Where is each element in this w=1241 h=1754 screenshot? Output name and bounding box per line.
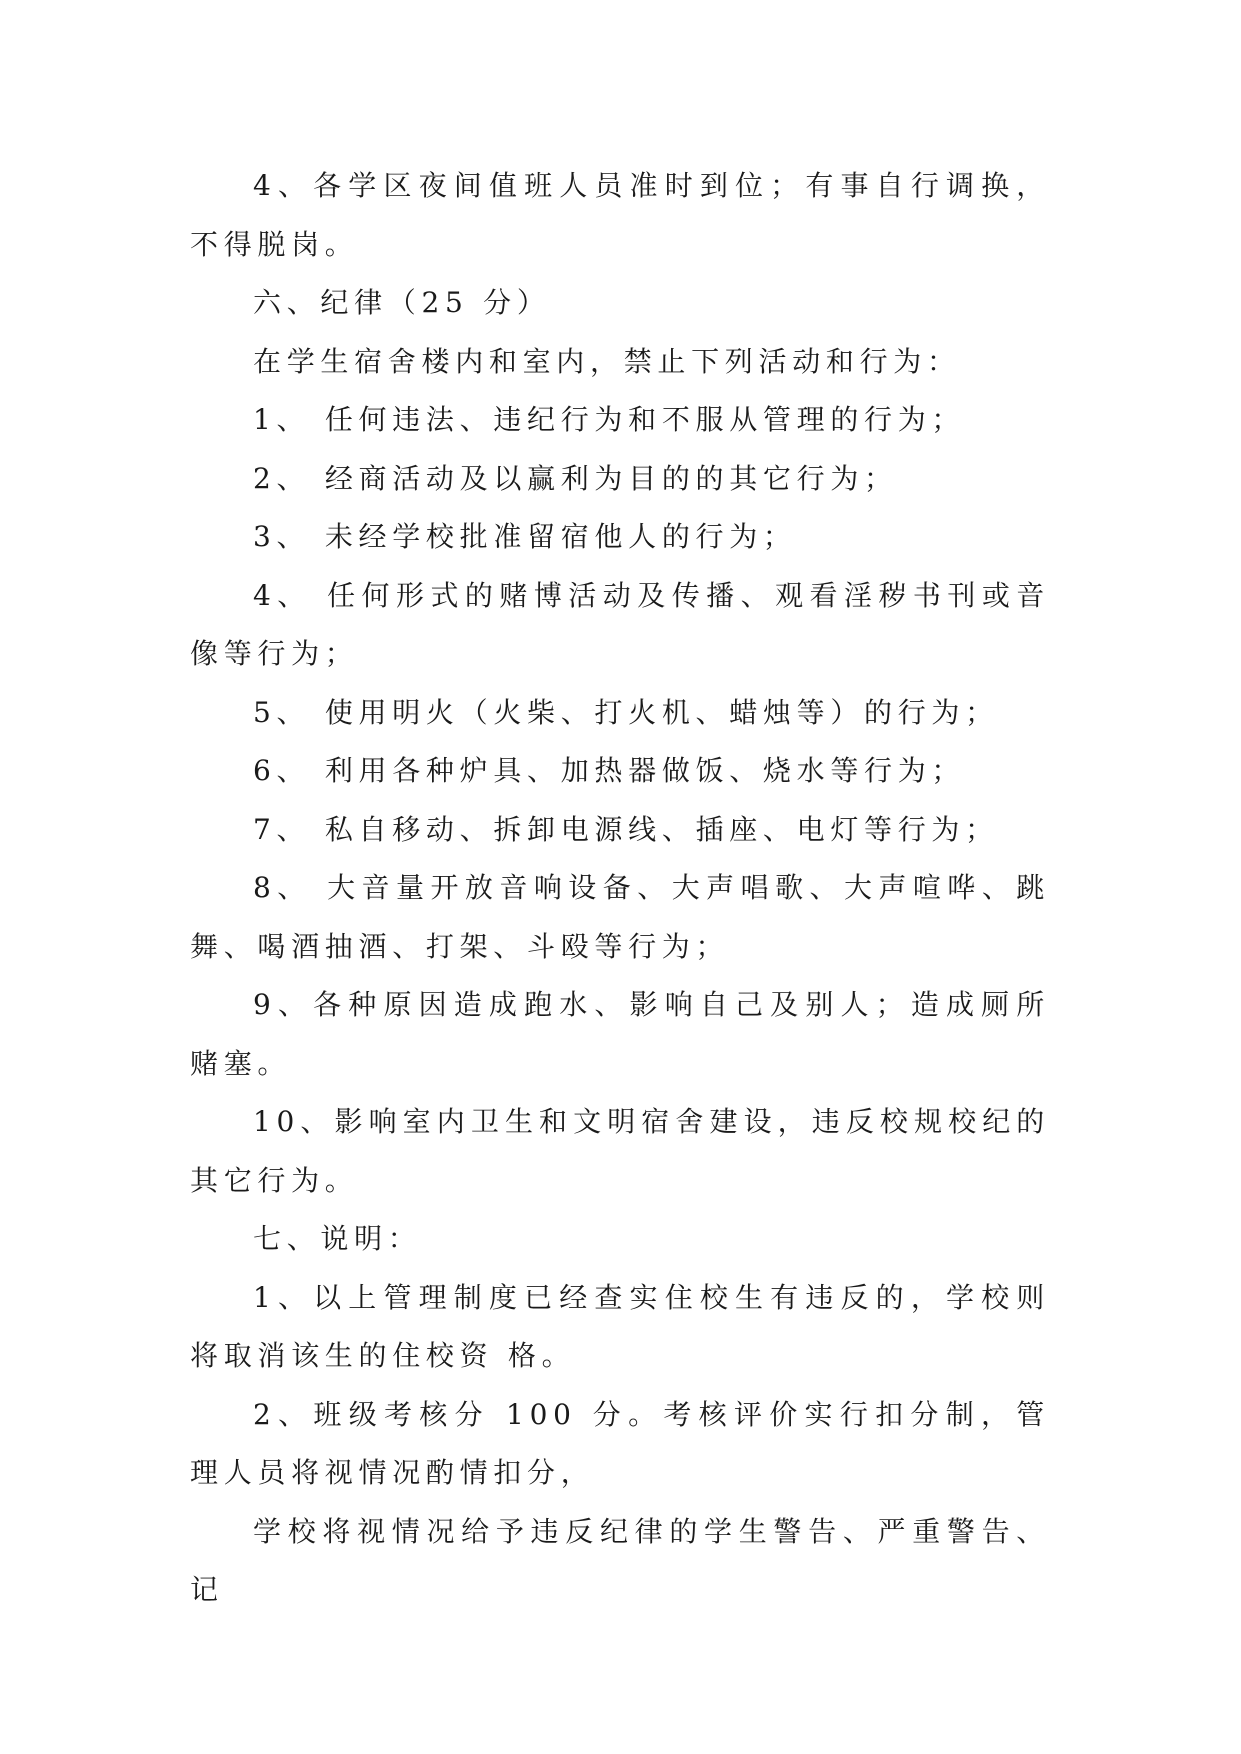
list-item-7: 7、 私自移动、拆卸电源线、插座、电灯等行为； — [253, 812, 999, 846]
document-body — [190, 157, 1050, 1620]
list-item-5: 5、 使用明火（火柴、打火机、蜡烛等）的行为； — [253, 695, 999, 729]
paragraph-penalties: 学校将视情况给予违反纪律的学生警告、严重警告、记 — [190, 1514, 1050, 1606]
list-item-6: 6、 利用各种炉具、加热器做饭、烧水等行为； — [253, 754, 966, 787]
list-item-8: 8、 大音量开放音响设备、大声唱歌、大声喧哗、跳舞、喝酒抽酒、打架、斗殴等行为； — [190, 871, 1050, 963]
list-item-4: 4、 任何形式的赌博活动及传播、观看淫秽书刊或音像等行为； — [190, 578, 1050, 670]
list-item-3: 3、 未经学校批准留宿他人的行为； — [253, 520, 797, 553]
note-item-2: 2、班级考核分 100 分。考核评价实行扣分制，管理人员将视情况酌情扣分， — [190, 1397, 1050, 1489]
list-item-9: 9、各种原因造成跑水、影响自己及别人；造成厕所赌塞。 — [190, 988, 1050, 1080]
heading-discipline: 六、纪律（25 分） — [253, 286, 551, 319]
list-item-2: 2、 经商活动及以赢利为目的的其它行为； — [253, 461, 898, 495]
heading-notes: 七、说明： — [253, 1222, 422, 1255]
paragraph-night-duty: 4、各学区夜间值班人员准时到位；有事自行调换，不得脱岗。 — [190, 169, 1050, 261]
paragraph-prohibitions-intro: 在学生宿舍楼内和室内，禁止下列活动和行为： — [253, 344, 961, 378]
list-item-10: 10、影响室内卫生和文明宿舍建设，违反校规校纪的其它行为。 — [190, 1105, 1050, 1197]
note-item-1: 1、以上管理制度已经查实住校生有违反的，学校则将取消该生的住校资 格。 — [190, 1280, 1050, 1372]
list-item-1: 1、 任何违法、违纪行为和不服从管理的行为； — [253, 403, 966, 436]
